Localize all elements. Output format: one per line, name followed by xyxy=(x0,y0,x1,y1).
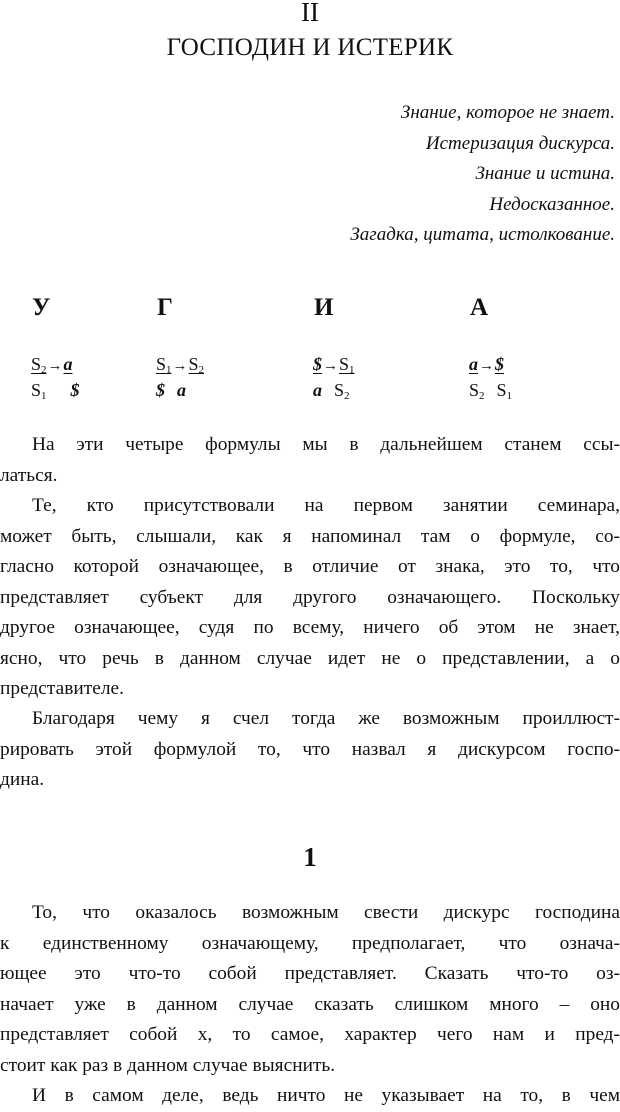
text-line: ющее это что-то собой представляет. Сказать что-то оз- xyxy=(0,963,620,984)
formula-bottom: $ a xyxy=(156,380,186,400)
section-number: 1 xyxy=(303,842,317,872)
text-line: То, что оказалось возможным свести дискурс господина xyxy=(32,902,620,923)
paragraph xyxy=(0,898,620,1081)
text-line: гласно которой означающее, в отличие от знака, это то, что xyxy=(0,556,620,577)
epigraph-line: Истеризация дискурса. xyxy=(425,132,615,154)
discourse-formula-analyst xyxy=(469,353,559,409)
arrow: → xyxy=(172,358,188,374)
formula-top: a→$ xyxy=(469,354,504,374)
epigraph-line: Знание и истина. xyxy=(475,163,615,184)
text-line: ясно, что речь в данном случае идет не о представлении, а о xyxy=(0,647,620,669)
discourse-letter-master: Г xyxy=(157,294,173,321)
formula-bottom: a $S_2$ xyxy=(313,380,350,402)
formula-top: $\$\to S_1$ xyxy=(313,354,355,376)
epigraph xyxy=(350,98,615,251)
text-line: представляет собой x, то самое, характер чего нам и пред- xyxy=(0,1024,620,1045)
formula-bottom: $S_1$ $ xyxy=(31,380,80,402)
paragraph xyxy=(0,704,620,796)
formula-top-term: $S_2$ xyxy=(31,354,47,376)
text-line: рировать этой формулой то, что назвал я дискурсом госпо- xyxy=(0,738,620,760)
arrow: → xyxy=(479,358,494,374)
chapter-title: ГОСПОДИН И ИСТЕРИК xyxy=(166,34,454,61)
discourse-formula-hysteric xyxy=(313,353,403,409)
text-line: к единственному означающему, предполагает, что означа- xyxy=(0,932,620,954)
discourse-letter-hysteric: И xyxy=(314,294,334,321)
text-line: начает уже в данном случае сказать слишком много – оно xyxy=(0,993,620,1015)
discourse-formula-master xyxy=(156,353,246,409)
text-line: представителе. xyxy=(0,678,124,699)
text-line: другое означающее, судя по всему, ничего об этом не знает, xyxy=(0,617,620,638)
formula-bottom: $S_2$ $S_1$ xyxy=(469,380,513,402)
paragraph xyxy=(0,491,620,705)
arrow: → xyxy=(47,358,63,374)
text-line: может быть, слышали, как я напоминал там о формуле, со- xyxy=(0,525,620,547)
paragraph xyxy=(0,430,620,491)
formula-top xyxy=(31,353,73,381)
text-line: дина. xyxy=(0,769,45,790)
text-line: Те, кто присутствовали на первом занятии семинара, xyxy=(32,495,620,516)
text-line: стоит как раз в данном случае выяснить. xyxy=(0,1054,336,1076)
text-line: латься. xyxy=(0,464,58,486)
discourse-letter-university: У xyxy=(32,294,51,321)
text-line: представляет субъект для другого означающего. Поскольку xyxy=(0,586,620,608)
chapter-number: II xyxy=(301,0,319,27)
epigraph-line: Знание, которое не знает. xyxy=(400,102,615,123)
paragraph xyxy=(0,1081,620,1112)
formula-top: $S_1\to S_2$ xyxy=(156,354,205,376)
formula-top-term: a xyxy=(63,354,73,374)
text-line: Благодаря чему я счел тогда же возможным проиллюст- xyxy=(32,708,620,729)
discourse-formula-university xyxy=(31,353,121,409)
epigraph-line: Загадка, цитата, истолкование. xyxy=(350,224,615,245)
epigraph-line: Недосказанное. xyxy=(489,193,615,215)
discourse-letter-analyst: А xyxy=(470,294,489,321)
text-line: На эти четыре формулы мы в дальнейшем станем ссы- xyxy=(32,434,620,455)
text-line: И в самом деле, ведь ничто не указывает на то, в чем xyxy=(32,1085,620,1106)
arrow: → xyxy=(323,358,338,374)
